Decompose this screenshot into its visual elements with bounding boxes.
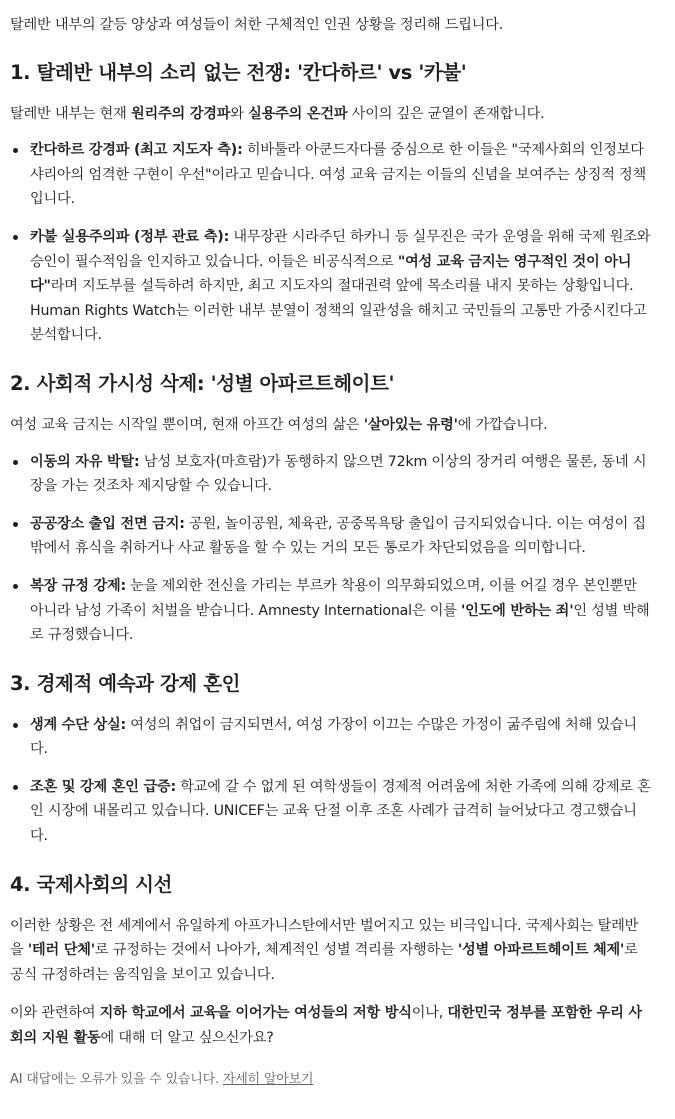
section-heading: 2. 사회적 가시성 삭제: '성별 아파르트헤이트': [10, 371, 395, 395]
bold-text: '살아있는 유령': [363, 416, 458, 433]
bullet-list: [10, 450, 651, 648]
text-run: 눈을 제외한 전신을 가리는 부르카 착용이 의무화되었으며, 이를 어길 경우 본인뿐만 아니라 남성 가족이 처벌을 받습니다. Amnesty International은 이를: [30, 577, 637, 619]
text-run: 라며 지도부를 설득하려 하지만, 최고 지도자의 절대권력 앞에 목소리를 내지 못하는 상황입니다. Human Rights Watch는 이러한 내부 분열이 정책의 일관성을 해치고 국민들의 고통만 가중시킨다고 분석합니다.: [30, 278, 647, 344]
ai-disclaimer: [10, 1068, 651, 1093]
section-lead: [10, 102, 651, 127]
text-run: 에 가깝습니다.: [457, 416, 548, 433]
section-heading: 3. 경제적 예속과 강제 혼인: [10, 671, 241, 695]
text-run: 학교에 갈 수 없게 된 여학생들이 경제적 어려움에 처한 가족에 의해 강제로 혼인 시장에 내몰리고 있습니다. UNICEF는 교육 단절 이후 조혼 사례가 급격히 늘어났다고 경고했습니다.: [30, 778, 651, 845]
text-run: 히바툴라 아쿤드자다를 중심으로 한 이들은 "국제사회의 인정보다 샤리아의 엄격한 구현이 우선"이라고 믿습니다. 여성 교육 금지는 이들의 신념을 보여주는 상징적 정책입니다.: [30, 142, 647, 208]
section-2: [10, 369, 651, 648]
bold-text: '인도에 반하는 죄': [461, 602, 574, 619]
closing-question: [10, 1001, 651, 1050]
intro-paragraph: 탈레반 내부의 갈등 양상과 여성들이 처한 구체적인 인권 상황을 정리해 드립니다.: [10, 17, 504, 33]
bold-text: 이동의 자유 박탈:: [30, 453, 140, 470]
list-item: [10, 775, 651, 849]
list-item: [10, 138, 651, 212]
bullet-list: [10, 138, 651, 348]
disclaimer-text: AI 대답에는 오류가 있을 수 있습니다.: [10, 1071, 223, 1087]
text-run: 여성의 취업이 금지되면서, 여성 가장이 이끄는 수많은 가정이 굶주림에 처해 있습니다.: [30, 716, 637, 758]
text-run: 로 공식 규정하려는 움직임을 보이고 있습니다.: [10, 942, 638, 983]
list-item: [10, 450, 651, 499]
bold-text: "여성 교육 금지는 영구적인 것이 아니다": [30, 253, 632, 295]
text-run: 로 규정하는 것에서 나아가, 체계적인 성별 격리를 자행하는: [94, 942, 458, 959]
sections: [10, 58, 651, 988]
bold-text: 복장 규정 강제:: [30, 577, 126, 594]
section-1: [10, 58, 651, 348]
bold-text: 지하 학교에서 교육을 이어가는 여성들의 저항 방식: [99, 1005, 412, 1022]
section-lead: [10, 914, 651, 988]
learn-more-link[interactable]: 자세히 알아보기: [222, 1071, 314, 1087]
bold-text: 생계 수단 상실:: [30, 716, 126, 733]
text-run: 이나,: [411, 1005, 448, 1022]
bold-text: 카불 실용주의파 (정부 관료 측):: [30, 228, 230, 245]
text-run: 이와 관련하여: [10, 1005, 100, 1022]
list-item: [10, 225, 651, 348]
text-run: 내무장관 시라주딘 하카니 등 실무진은 국가 운영을 위해 국제 원조와 승인이 필수적임을 인지하고 있습니다. 이들은 비공식적으로: [30, 228, 651, 270]
bold-text: 공공장소 출입 전면 금지:: [30, 515, 185, 532]
section-lead: [10, 413, 651, 438]
section-heading: 1. 탈레반 내부의 소리 없는 전쟁: '칸다하르' vs '카불': [10, 60, 467, 84]
text-run: 공원, 놀이공원, 체육관, 공중목욕탕 출입이 금지되었습니다. 이는 여성이 집 밖에서 휴식을 취하거나 사교 활동을 할 수 있는 거의 모든 통로가 차단되었음을 의미합니다.: [30, 515, 646, 557]
text-run: 에 대해 더 알고 싶으신가요?: [100, 1030, 274, 1047]
section-4: [10, 870, 651, 988]
list-item: [10, 713, 651, 762]
text-run: 여성 교육 금지는 시작일 뿐이며, 현재 아프간 여성의 삶은: [10, 416, 364, 433]
bold-text: '테러 단체': [27, 942, 95, 959]
section-3: [10, 669, 651, 849]
bold-text: 대한민국 정부를 포함한 우리 사회의 지원 활동: [10, 1005, 642, 1047]
bullet-list: [10, 713, 651, 849]
list-item: [10, 512, 651, 561]
bold-text: 칸다하르 강경파 (최고 지도자 측):: [30, 142, 243, 159]
bold-text: 조혼 및 강제 혼인 급증:: [30, 778, 176, 795]
list-item: [10, 574, 651, 648]
text-run: 남성 보호자(마흐람)가 동행하지 않으면 72km 이상의 장거리 여행은 물론, 동네 시장을 가는 것조차 제지당할 수 있습니다.: [30, 453, 647, 495]
text-run: 인 성별 박해로 규정했습니다.: [30, 602, 650, 644]
bold-text: 원리주의 강경파: [130, 105, 231, 122]
text-run: 탈레반 내부는 현재: [10, 105, 131, 122]
text-run: 와: [230, 105, 249, 122]
text-run: 이러한 상황은 전 세계에서 유일하게 아프가니스탄에서만 벌어지고 있는 비극입니다. 국제사회는 탈레반을: [10, 917, 639, 959]
bold-text: '성별 아파르트헤이트 체제': [457, 942, 625, 959]
bold-text: 실용주의 온건파: [248, 105, 348, 122]
section-heading: 4. 국제사회의 시선: [10, 872, 173, 896]
text-run: 사이의 깊은 균열이 존재합니다.: [347, 105, 545, 122]
